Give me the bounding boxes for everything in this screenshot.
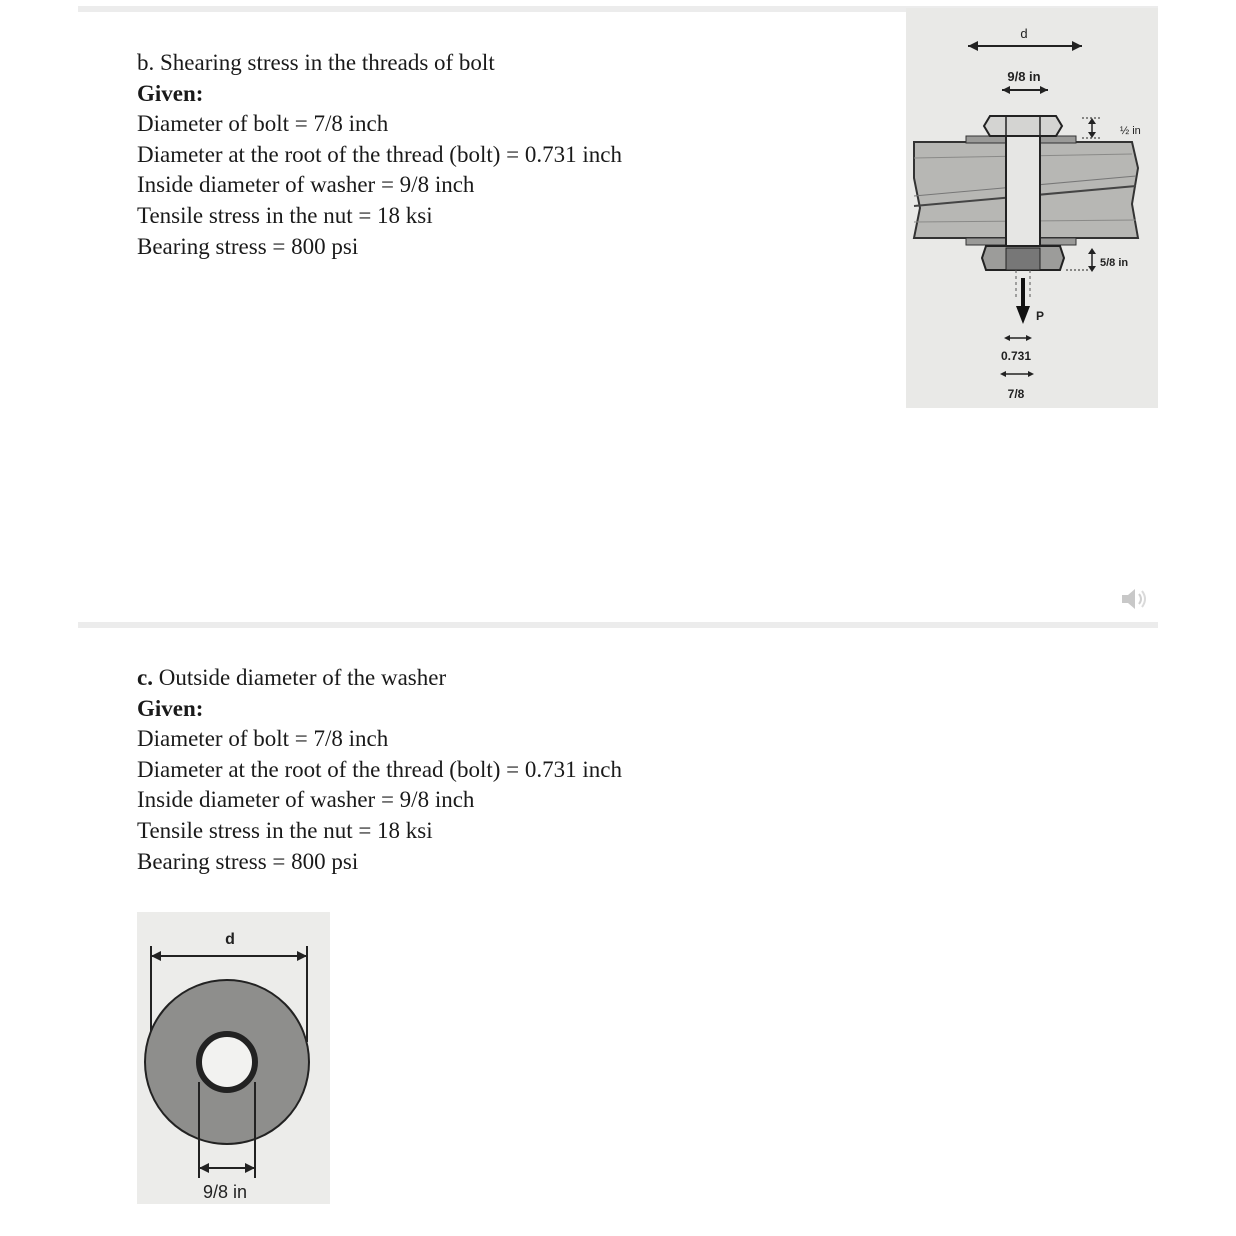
section-c-line: Diameter of bolt = 7/8 inch	[137, 726, 389, 752]
section-c-heading-letter: c.	[137, 665, 153, 690]
bolt-label-d: d	[1020, 26, 1028, 41]
section-b-line: Diameter of bolt = 7/8 inch	[137, 111, 389, 137]
section-b-line: Diameter at the root of the thread (bolt) = 0.731 inch	[137, 141, 622, 167]
section-c	[137, 663, 622, 877]
section-c-line: Bearing stress = 800 psi	[137, 848, 359, 874]
bolt-label-bolt-diameter: 7/8	[1007, 387, 1025, 401]
section-b	[137, 48, 622, 262]
section-c-line: Inside diameter of washer = 9/8 inch	[137, 787, 475, 813]
bolt-label-head-thickness: ½ in	[1120, 125, 1141, 137]
bolt-label-load: P	[1036, 309, 1045, 323]
section-c-heading-text: Outside diameter of the washer	[152, 665, 447, 690]
bolt-label-nut-thickness: 5/8 in	[1100, 257, 1129, 269]
washer-label-d: d	[225, 931, 235, 948]
section-c-heading	[137, 663, 622, 694]
middle-divider	[78, 622, 1158, 628]
washer-label-inside: 9/8 in	[202, 1182, 248, 1202]
section-b-heading: b. Shearing stress in the threads of bolt	[137, 50, 495, 75]
bolt-assembly-figure	[906, 8, 1158, 408]
bolt-label-washer-inside: 9/8 in	[1007, 69, 1041, 84]
section-b-given-label: Given:	[137, 80, 204, 106]
section-c-line: Tensile stress in the nut = 18 ksi	[137, 817, 433, 843]
section-b-line: Inside diameter of washer = 9/8 inch	[137, 172, 475, 198]
washer-figure	[137, 912, 330, 1204]
bolt-label-root-diameter: 0.731	[1000, 349, 1032, 363]
section-b-line: Bearing stress = 800 psi	[137, 233, 359, 259]
speaker-icon[interactable]	[1118, 584, 1148, 614]
section-c-given-label: Given:	[137, 695, 204, 721]
bolt-assembly-drawing	[906, 8, 1158, 408]
section-c-line: Diameter at the root of the thread (bolt) = 0.731 inch	[137, 756, 622, 782]
washer-drawing	[137, 912, 330, 1204]
section-b-line: Tensile stress in the nut = 18 ksi	[137, 202, 433, 228]
